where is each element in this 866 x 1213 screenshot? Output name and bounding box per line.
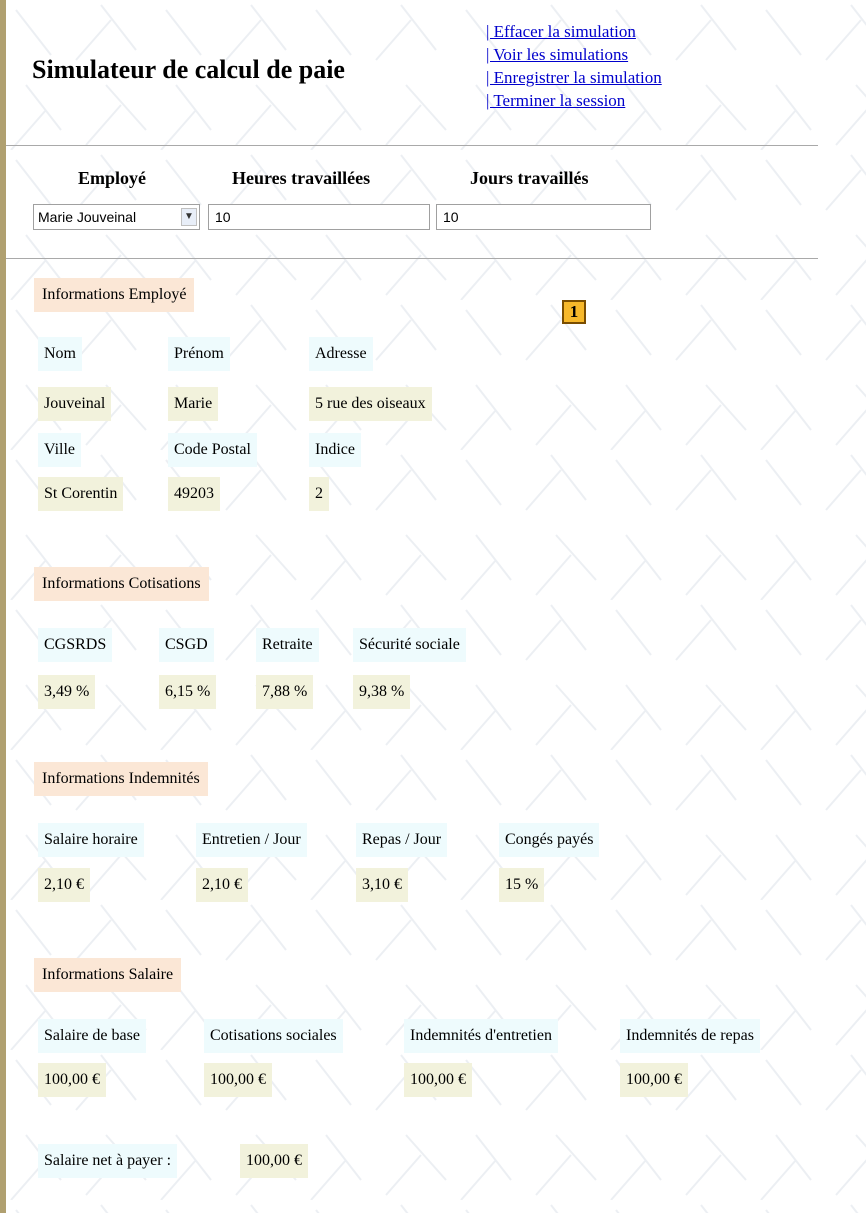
salaire-title: Informations Salaire — [34, 958, 181, 992]
label-csgd: CSGD — [159, 628, 214, 662]
label-cgsrds: CGSRDS — [38, 628, 112, 662]
value-retraite: 7,88 % — [256, 675, 313, 709]
value-indemnites-repas: 100,00 € — [620, 1063, 688, 1097]
label-conges-payes: Congés payés — [499, 823, 599, 857]
value-salaire-base: 100,00 € — [38, 1063, 106, 1097]
label-nom: Nom — [38, 337, 82, 371]
value-salaire-net: 100,00 € — [240, 1144, 308, 1178]
value-indemnites-entretien: 100,00 € — [404, 1063, 472, 1097]
value-code-postal: 49203 — [168, 477, 220, 511]
hours-header: Heures travaillées — [232, 168, 371, 188]
label-indice: Indice — [309, 433, 361, 467]
value-prenom: Marie — [168, 387, 218, 421]
value-cgsrds: 3,49 % — [38, 675, 95, 709]
label-securite-sociale: Sécurité sociale — [353, 628, 466, 662]
value-indice: 2 — [309, 477, 329, 511]
chevron-down-icon[interactable]: ▼ — [181, 208, 197, 226]
page-title: Simulateur de calcul de paie — [32, 55, 345, 84]
label-salaire-base: Salaire de base — [38, 1019, 146, 1053]
label-ville: Ville — [38, 433, 81, 467]
action-links — [486, 20, 662, 112]
step-badge: 1 — [562, 300, 586, 324]
label-indemnites-entretien: Indemnités d'entretien — [404, 1019, 558, 1053]
indemnites-title: Informations Indemnités — [34, 762, 208, 796]
save-simulation-link[interactable]: | Enregistrer la simulation — [486, 68, 662, 87]
value-csgd: 6,15 % — [159, 675, 216, 709]
label-entretien-jour: Entretien / Jour — [196, 823, 307, 857]
simulator-app — [6, 0, 866, 1213]
value-repas-jour: 3,10 € — [356, 868, 408, 902]
employee-info-title: Informations Employé — [34, 278, 194, 312]
value-cotisations-sociales: 100,00 € — [204, 1063, 272, 1097]
divider — [6, 258, 818, 259]
cotisations-title: Informations Cotisations — [34, 567, 209, 601]
value-nom: Jouveinal — [38, 387, 111, 421]
label-adresse: Adresse — [309, 337, 373, 371]
label-salaire-net: Salaire net à payer : — [38, 1144, 177, 1178]
divider — [6, 145, 818, 146]
value-securite-sociale: 9,38 % — [353, 675, 410, 709]
end-session-link[interactable]: | Terminer la session — [486, 91, 626, 110]
label-prenom: Prénom — [168, 337, 230, 371]
label-indemnites-repas: Indemnités de repas — [620, 1019, 760, 1053]
value-salaire-horaire: 2,10 € — [38, 868, 90, 902]
view-simulations-link[interactable]: | Voir les simulations — [486, 45, 629, 64]
employee-select[interactable] — [33, 204, 200, 230]
label-cotisations-sociales: Cotisations sociales — [204, 1019, 343, 1053]
value-entretien-jour: 2,10 € — [196, 868, 248, 902]
hours-input[interactable]: 10 — [208, 204, 430, 230]
value-adresse: 5 rue des oiseaux — [309, 387, 432, 421]
label-retraite: Retraite — [256, 628, 319, 662]
label-salaire-horaire: Salaire horaire — [38, 823, 144, 857]
clear-simulation-link[interactable]: | Effacer la simulation — [486, 22, 636, 41]
label-code-postal: Code Postal — [168, 433, 257, 467]
label-repas-jour: Repas / Jour — [356, 823, 447, 857]
days-header: Jours travaillés — [470, 168, 589, 188]
days-input[interactable]: 10 — [436, 204, 651, 230]
employee-select-value: Marie Jouveinal — [38, 209, 137, 225]
value-ville: St Corentin — [38, 477, 123, 511]
employee-header: Employé — [78, 168, 147, 188]
value-conges-payes: 15 % — [499, 868, 544, 902]
